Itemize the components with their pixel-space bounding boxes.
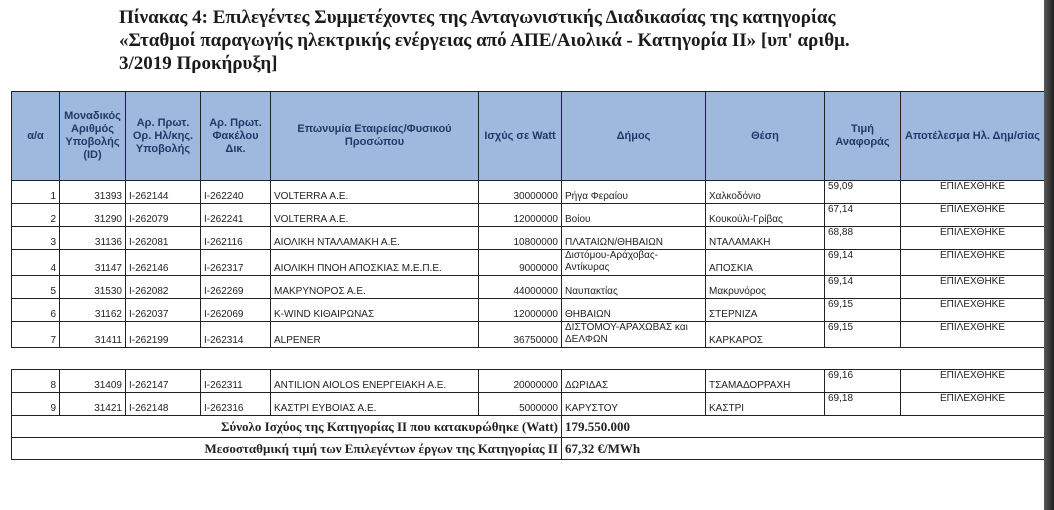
row-index: 6: [12, 299, 60, 322]
reference-price: 69,15: [825, 299, 901, 322]
total-capacity-row: [12, 416, 1045, 438]
submission-id: 31411: [60, 322, 126, 348]
average-price-row: [12, 438, 1045, 460]
capacity-watt: 12000000: [479, 299, 562, 322]
row-index: 3: [12, 227, 60, 250]
municipality: ΔΩΡΙΔΑΣ: [562, 370, 706, 393]
row-index: 7: [12, 322, 60, 348]
title-line-2: «Σταθμοί παραγωγής ηλεκτρικής ενέργειας από ΑΠΕ/Αιολικά - Κατηγορία ΙΙ» [υπ' αριθμ.: [119, 30, 850, 51]
folder-protocol: I-262240: [201, 181, 271, 204]
folder-protocol: I-262314: [201, 322, 271, 348]
submission-protocol: I-262144: [126, 181, 201, 204]
header-row: [12, 92, 1045, 181]
company-name: K-WIND ΚΙΘΑΙΡΩΝΑΣ: [271, 299, 479, 322]
header-cell: Τιμή Αναφοράς: [825, 92, 901, 181]
title-line-3: 3/2019 Προκήρυξη]: [119, 53, 278, 74]
company-name: ANTILION AIOLOS ΕΝΕΡΓΕΙΑΚΗ Α.Ε.: [271, 370, 479, 393]
location: ΑΠΟΣΚΙΑ: [706, 250, 825, 276]
total-capacity-label: Σύνολο Ισχύος της Κατηγορίας ΙΙ που κατακυρώθηκε (Watt): [12, 416, 562, 438]
submission-protocol: I-262037: [126, 299, 201, 322]
folder-protocol: I-262069: [201, 299, 271, 322]
company-name: ΑΙΟΛΙΚΗ ΠΝΟΗ ΑΠΟΣΚΙΑΣ Μ.Ε.Π.Ε.: [271, 250, 479, 276]
location: ΣΤΕΡΝΙΖΑ: [706, 299, 825, 322]
result: ΕΠΙΛΕΧΘΗΚΕ: [901, 250, 1045, 276]
table-row: [12, 322, 1045, 348]
capacity-watt: 30000000: [479, 181, 562, 204]
table-row: [12, 299, 1045, 322]
municipality: ΘΗΒΑΙΩΝ: [562, 299, 706, 322]
header-cell: Αποτέλεσμα Ηλ. Δημ/σίας: [901, 92, 1045, 181]
result: ΕΠΙΛΕΧΘΗΚΕ: [901, 370, 1045, 393]
header-cell: Αρ. Πρωτ. Ορ. Ηλ/κης. Υποβολής: [126, 92, 201, 181]
table-row: [12, 276, 1045, 299]
table-row: [12, 250, 1045, 276]
municipality: ΠΛΑΤΑΙΩΝ/ΘΗΒΑΙΩΝ: [562, 227, 706, 250]
average-price-value: 67,32 €/MWh: [562, 438, 1045, 460]
row-index: 8: [12, 370, 60, 393]
table-row: [12, 370, 1045, 393]
folder-protocol: I-262311: [201, 370, 271, 393]
row-index: 2: [12, 204, 60, 227]
submission-id: 31393: [60, 181, 126, 204]
reference-price: 69,15: [825, 322, 901, 348]
row-gap: [12, 348, 1045, 370]
results-table: [11, 91, 1045, 460]
location: ΤΣΑΜΑΔΟΡΡΑΧΗ: [706, 370, 825, 393]
reference-price: 69,14: [825, 276, 901, 299]
company-name: VOLTERRA Α.Ε.: [271, 181, 479, 204]
page-edge-shadow: [1044, 0, 1054, 510]
submission-protocol: I-262081: [126, 227, 201, 250]
row-index: 4: [12, 250, 60, 276]
capacity-watt: 9000000: [479, 250, 562, 276]
capacity-watt: 5000000: [479, 393, 562, 416]
row-index: 9: [12, 393, 60, 416]
company-name: ΜΑΚΡΥΝΟΡΟΣ Α.Ε.: [271, 276, 479, 299]
reference-price: 69,16: [825, 370, 901, 393]
submission-id: 31147: [60, 250, 126, 276]
company-name: VOLTERRA Α.Ε.: [271, 204, 479, 227]
location: ΚΑΣΤΡΙ: [706, 393, 825, 416]
submission-id: 31421: [60, 393, 126, 416]
result: ΕΠΙΛΕΧΘΗΚΕ: [901, 393, 1045, 416]
submission-protocol: I-262147: [126, 370, 201, 393]
header-cell: Δήμος: [562, 92, 706, 181]
submission-protocol: I-262079: [126, 204, 201, 227]
submission-id: 31290: [60, 204, 126, 227]
company-name: ALPENER: [271, 322, 479, 348]
reference-price: 59,09: [825, 181, 901, 204]
reference-price: 68,88: [825, 227, 901, 250]
folder-protocol: I-262116: [201, 227, 271, 250]
average-price-label: Μεσοσταθμική τιμή των Επιλεγέντων έργων της Κατηγορίας ΙΙ: [12, 438, 562, 460]
folder-protocol: I-262316: [201, 393, 271, 416]
header-cell: Αρ. Πρωτ. Φακέλου Δικ.: [201, 92, 271, 181]
document-title: [119, 6, 979, 75]
municipality: Ναυπακτίας: [562, 276, 706, 299]
header-cell: Ισχύς σε Watt: [479, 92, 562, 181]
location: ΚΑΡΚΑΡΟΣ: [706, 322, 825, 348]
table-row: [12, 227, 1045, 250]
company-name: ΚΑΣΤΡΙ ΕΥΒΟΙΑΣ Α.Ε.: [271, 393, 479, 416]
header-cell: Θέση: [706, 92, 825, 181]
title-line-1: Πίνακας 4: Επιλεγέντες Συμμετέχοντες της Ανταγωνιστικής Διαδικασίας της κατηγορίας: [119, 7, 836, 28]
folder-protocol: I-262269: [201, 276, 271, 299]
folder-protocol: I-262241: [201, 204, 271, 227]
capacity-watt: 10800000: [479, 227, 562, 250]
result: ΕΠΙΛΕΧΘΗΚΕ: [901, 181, 1045, 204]
submission-id: 31162: [60, 299, 126, 322]
capacity-watt: 12000000: [479, 204, 562, 227]
header-cell: Μοναδικός Αριθμός Υποβολής (ID): [60, 92, 126, 181]
location: Μακρυνόρος: [706, 276, 825, 299]
submission-id: 31530: [60, 276, 126, 299]
municipality: Βοίου: [562, 204, 706, 227]
reference-price: 67,14: [825, 204, 901, 227]
submission-id: 31136: [60, 227, 126, 250]
municipality: ΔΙΣΤΟΜΟΥ-ΑΡΑΧΩΒΑΣ και ΔΕΛΦΩΝ: [562, 322, 706, 348]
reference-price: 69,18: [825, 393, 901, 416]
company-name: ΑΙΟΛΙΚΗ ΝΤΑΛΑΜΑΚΗ Α.Ε.: [271, 227, 479, 250]
submission-protocol: I-262082: [126, 276, 201, 299]
row-index: 1: [12, 181, 60, 204]
submission-protocol: I-262146: [126, 250, 201, 276]
table-row: [12, 204, 1045, 227]
result: ΕΠΙΛΕΧΘΗΚΕ: [901, 276, 1045, 299]
total-capacity-value: 179.550.000: [562, 416, 1045, 438]
municipality: Ρήγα Φεραίου: [562, 181, 706, 204]
row-index: 5: [12, 276, 60, 299]
result: ΕΠΙΛΕΧΘΗΚΕ: [901, 322, 1045, 348]
table-row: [12, 181, 1045, 204]
location: ΝΤΑΛΑΜΑΚΗ: [706, 227, 825, 250]
municipality: ΚΑΡΥΣΤΟΥ: [562, 393, 706, 416]
submission-id: 31409: [60, 370, 126, 393]
capacity-watt: 20000000: [479, 370, 562, 393]
table-row: [12, 393, 1045, 416]
reference-price: 69,14: [825, 250, 901, 276]
folder-protocol: I-262317: [201, 250, 271, 276]
submission-protocol: I-262148: [126, 393, 201, 416]
submission-protocol: I-262199: [126, 322, 201, 348]
result: ΕΠΙΛΕΧΘΗΚΕ: [901, 204, 1045, 227]
location: Χαλκοδόνιο: [706, 181, 825, 204]
result: ΕΠΙΛΕΧΘΗΚΕ: [901, 299, 1045, 322]
location: Κουκούλι-Γρίβας: [706, 204, 825, 227]
result: ΕΠΙΛΕΧΘΗΚΕ: [901, 227, 1045, 250]
capacity-watt: 44000000: [479, 276, 562, 299]
municipality: Διστόμου-Αράχοβας-Αντίκυρας: [562, 250, 706, 276]
header-cell: α/α: [12, 92, 60, 181]
header-cell: Επωνυμία Εταιρείας/Φυσικού Προσώπου: [271, 92, 479, 181]
capacity-watt: 36750000: [479, 322, 562, 348]
